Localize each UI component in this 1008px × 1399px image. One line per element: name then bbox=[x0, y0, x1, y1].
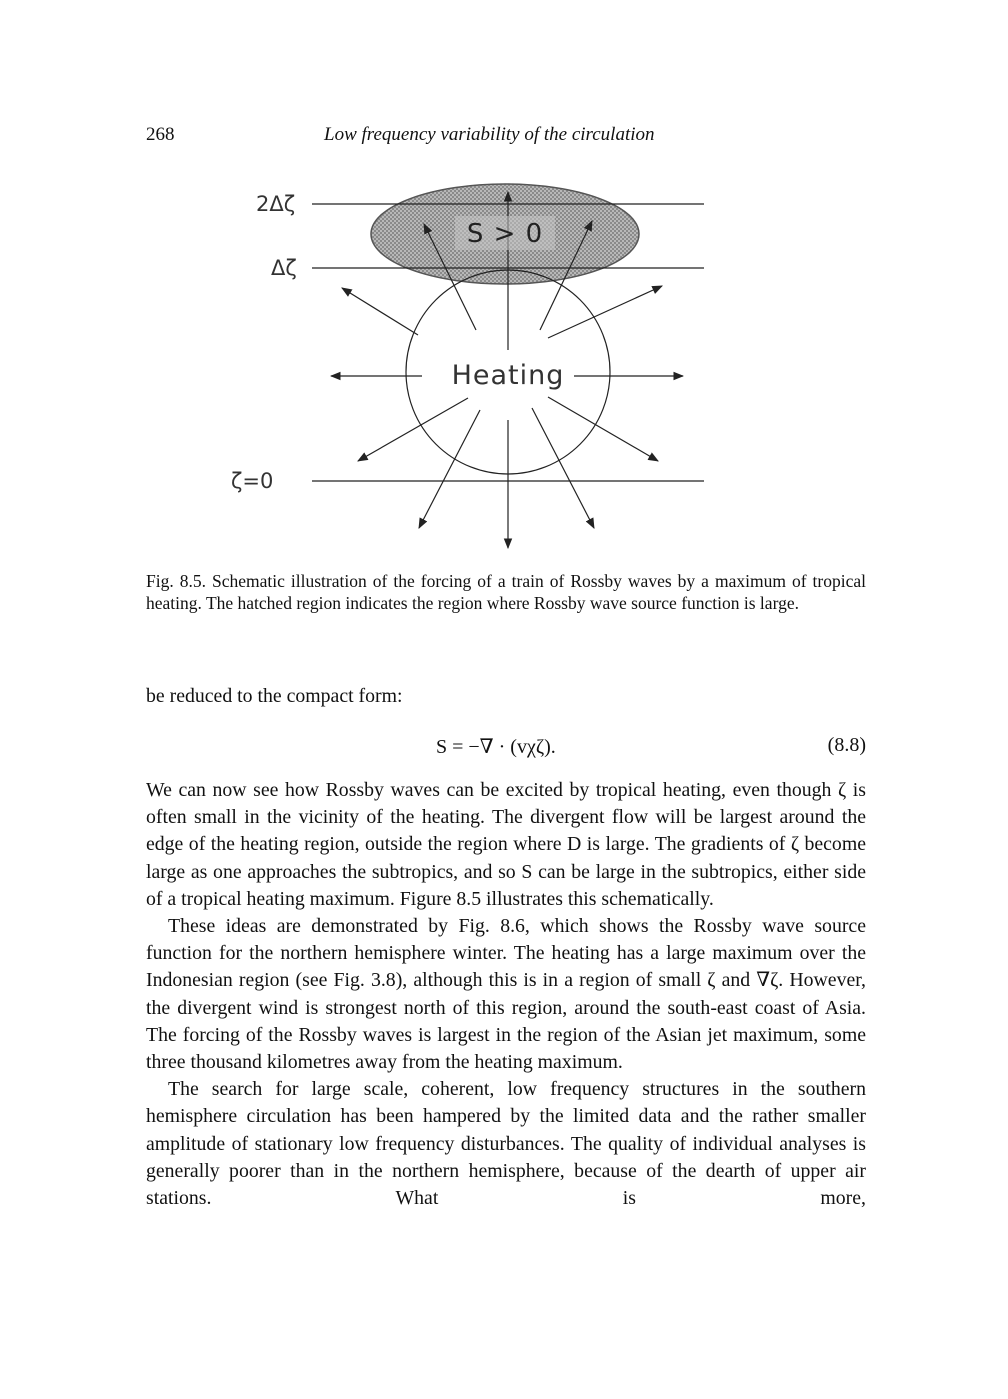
arrow-left-up bbox=[342, 288, 418, 335]
intro-text bbox=[146, 683, 866, 710]
arrow-right-down bbox=[548, 397, 658, 461]
paragraph-1: We can now see how Rossby waves can be excited by tropical heating, even though ζ is often small in the vicinity of the heating. The divergent flow will be largest around the edge of the heating region, outside the region where D is large. The gradients of ζ become large as one approaches the subtropics, and so S can be large in the subtropics, either side of a tropical heating maximum. Figure 8.5 illustrates this schematically. bbox=[146, 779, 866, 910]
arrow-right-up bbox=[548, 286, 662, 338]
equation-8-8 bbox=[146, 734, 866, 762]
body-paragraphs bbox=[146, 777, 866, 1212]
intro-line: be reduced to the compact form: bbox=[146, 685, 403, 707]
paragraph-3: The search for large scale, coherent, low frequency structures in the southern hemisphere circulation has been hampered by the limited data and the rather smaller amplitude of stationary low frequency disturbances. The quality of individual analyses is generally poorer than in the northern hemisphere, because of the dearth of upper air stations. What is more, bbox=[146, 1078, 866, 1210]
rossby-forcing-diagram bbox=[0, 0, 1008, 560]
equation-expression: S = −∇ · (vχζ). bbox=[436, 736, 556, 758]
page-number: 268 bbox=[146, 124, 175, 145]
arrow-down-left bbox=[419, 410, 480, 528]
running-title: Low frequency variability of the circulation bbox=[324, 124, 655, 145]
delta-zeta-label: Δζ bbox=[271, 256, 297, 280]
zeta-zero-label: ζ=0 bbox=[231, 469, 274, 493]
figure-caption: Fig. 8.5. Schematic illustration of the forcing of a train of Rossby waves by a maximum of tropical heating. The hatched region indicates the region where Rossby wave source function is large. bbox=[146, 571, 866, 613]
source-positive-label: S > 0 bbox=[466, 219, 544, 249]
two-delta-zeta-label: 2Δζ bbox=[256, 192, 296, 216]
equation-number: (8.8) bbox=[827, 734, 866, 756]
heating-label: Heating bbox=[451, 360, 565, 391]
arrow-left-down bbox=[358, 398, 468, 461]
paragraph-2: These ideas are demonstrated by Fig. 8.6, which shows the Rossby wave source function for the northern hemisphere winter. The heating has a large maximum over the Indonesian region (see Fig. 3.8), although this is in a region of small ζ and ∇ζ. However, the divergent wind is strongest north of this region, around the south-east coast of Asia. The forcing of the Rossby waves is largest in the region of the Asian jet maximum, some three thousand kilometres away from the heating maximum. bbox=[146, 915, 866, 1074]
